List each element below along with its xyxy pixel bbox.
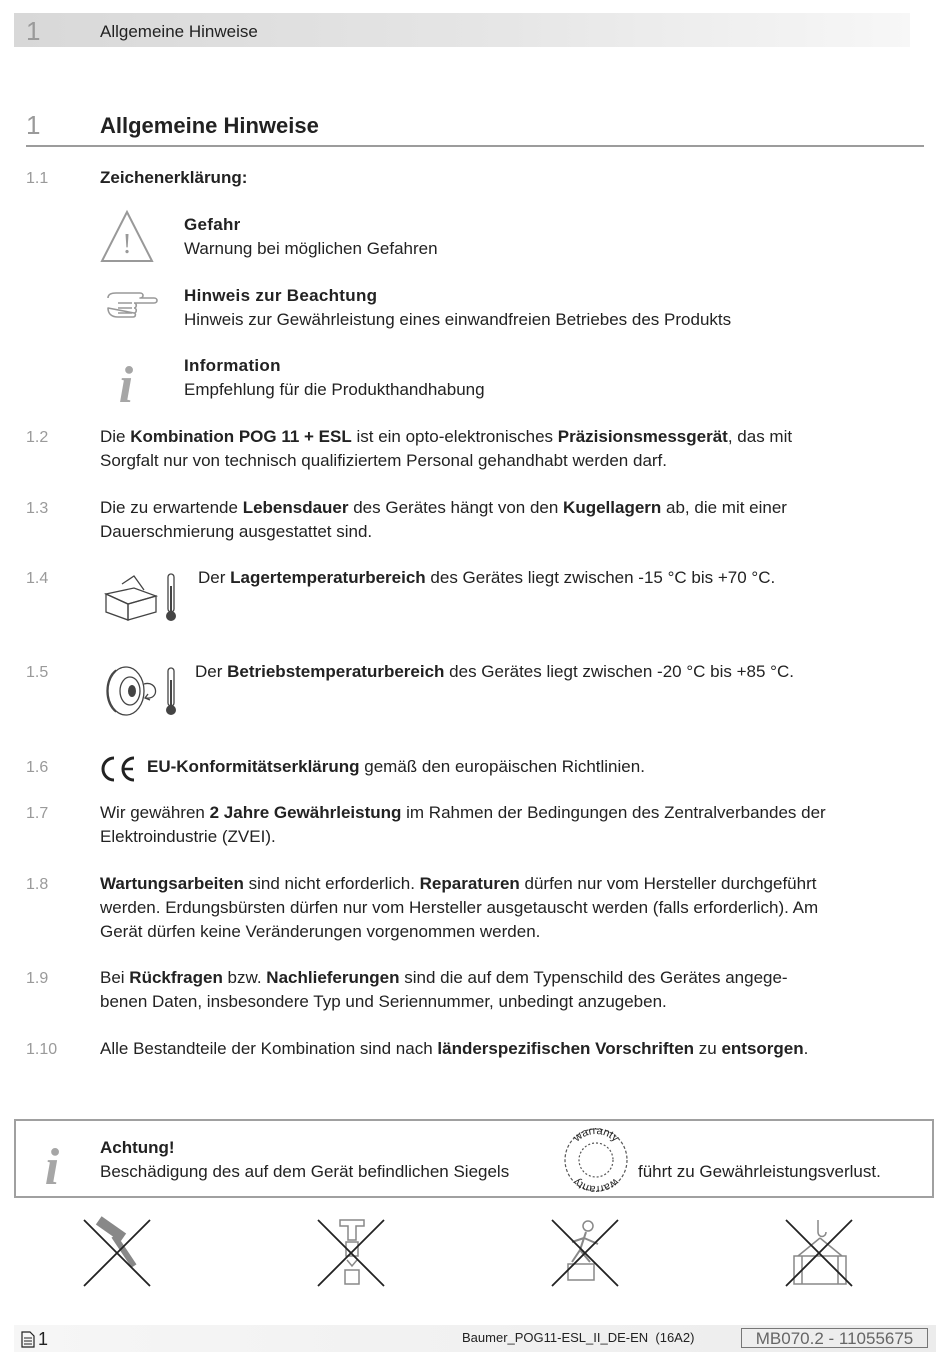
no-lifting-icon [784, 1218, 856, 1288]
header-number: 1 [26, 16, 41, 46]
item-1-8: Wartungsarbeiten sind nicht erforderlich. Reparaturen dürfen nur vom Hersteller durchgeführt werden. Erdungsbürsten dürfen nur vom Hersteller ausgetauscht werden (falls erforderlich). Am Gerät dürfen keine Veränderungen vorgenommen werden. [100, 874, 819, 941]
item-number-1-9: 1.9 [26, 970, 49, 987]
page-document-icon [21, 1331, 35, 1348]
header-title: Allgemeine Hinweise [100, 22, 258, 41]
symbol-hinweis [184, 284, 731, 332]
document-code: MB070.2 - 11055675 [741, 1328, 928, 1348]
warning-text-after: führt zu Gewährleistungsverlust. [638, 1162, 881, 1181]
symbol-text: Hinweis zur Gewährleistung eines einwandfreien Betriebes des Produkts [184, 310, 732, 329]
no-hammer-icon [82, 1218, 154, 1288]
item-number-1-10: 1.10 [26, 1041, 58, 1058]
symbol-title: Gefahr [184, 215, 241, 234]
section-rule [26, 145, 924, 147]
symbol-title: Information [184, 356, 281, 375]
item-number-1-1: 1.1 [26, 170, 49, 187]
info-icon [38, 1134, 68, 1196]
item-1-4: Der Lagertemperaturbereich des Gerätes liegt zwischen -15 °C bis +70 °C. [198, 568, 776, 587]
no-stepping-icon [550, 1218, 622, 1288]
info-icon [112, 352, 142, 414]
item-1-10: Alle Bestandteile der Kombination sind nach länderspezifischen Vorschriften zu entsorgen. [100, 1039, 809, 1058]
item-1-5: Der Betriebstemperaturbereich des Gerätes liegt zwischen -20 °C bis +85 °C. [195, 662, 794, 681]
symbol-title: Hinweis zur Beachtung [184, 286, 378, 305]
item-number-1-6: 1.6 [26, 759, 49, 776]
item-number-1-4: 1.4 [26, 570, 49, 587]
item-number-1-5: 1.5 [26, 664, 49, 681]
svg-text:!: ! [122, 229, 132, 260]
item-1-3: Die zu erwartende Lebensdauer des Gerätes hängt von den Kugellagern ab, die mit einer Dauerschmierung ausgestattet sind. [100, 498, 787, 541]
pointing-hand-icon [104, 290, 160, 320]
item-number-1-2: 1.2 [26, 429, 49, 446]
item-1-2: Die Kombination POG 11 + ESL ist ein opto-elektronisches Präzisionsmessgerät, das mit Sorgfalt nur von technisch qualifiziertem Personal gehandhabt werden darf. [100, 427, 793, 470]
warranty-seal-icon [560, 1126, 632, 1194]
warning-title: Achtung! [100, 1138, 175, 1157]
legend-title: Zeichenerklärung: [100, 168, 248, 187]
symbol-text: Warnung bei möglichen Gefahren [184, 239, 438, 258]
warning-text-before: Beschädigung des auf dem Gerät befindlichen Siegels [100, 1162, 510, 1181]
section-title: Allgemeine Hinweise [100, 113, 319, 138]
svg-text:warranty [571, 1125, 622, 1145]
section-number: 1 [26, 110, 41, 140]
operating-device-thermometer-icon [102, 664, 180, 718]
storage-box-thermometer-icon [104, 572, 180, 622]
document-name: Baumer_POG11-ESL_II_DE-EN (16A2) [462, 1330, 695, 1345]
seal-text-bottom: warranty [571, 1175, 621, 1196]
warning-triangle-icon [100, 210, 154, 264]
svg-text:i: i [118, 357, 134, 414]
no-press-fit-icon [316, 1218, 388, 1288]
symbol-information [184, 354, 485, 402]
item-number-1-8: 1.8 [26, 876, 49, 893]
item-1-7: Wir gewähren 2 Jahre Gewährleistung im Rahmen der Bedingungen des Zentralverbandes der Elektroindustrie (ZVEI). [100, 803, 826, 846]
symbol-gefahr [184, 213, 438, 261]
seal-text-top: warranty [571, 1124, 621, 1145]
svg-text:i: i [44, 1139, 60, 1196]
ce-mark-icon [98, 755, 138, 783]
page-number: 1 [38, 1329, 49, 1349]
item-1-6: EU-Konformitätserklärung gemäß den europäischen Richtlinien. [147, 757, 645, 776]
item-number-1-7: 1.7 [26, 805, 49, 822]
item-number-1-3: 1.3 [26, 500, 49, 517]
symbol-text: Empfehlung für die Produkthandhabung [184, 380, 485, 399]
item-1-9: Bei Rückfragen bzw. Nachlieferungen sind die auf dem Typenschild des Gerätes angege- benen Daten, insbesondere Typ und Seriennummer, unbedingt anzugeben. [100, 968, 788, 1011]
